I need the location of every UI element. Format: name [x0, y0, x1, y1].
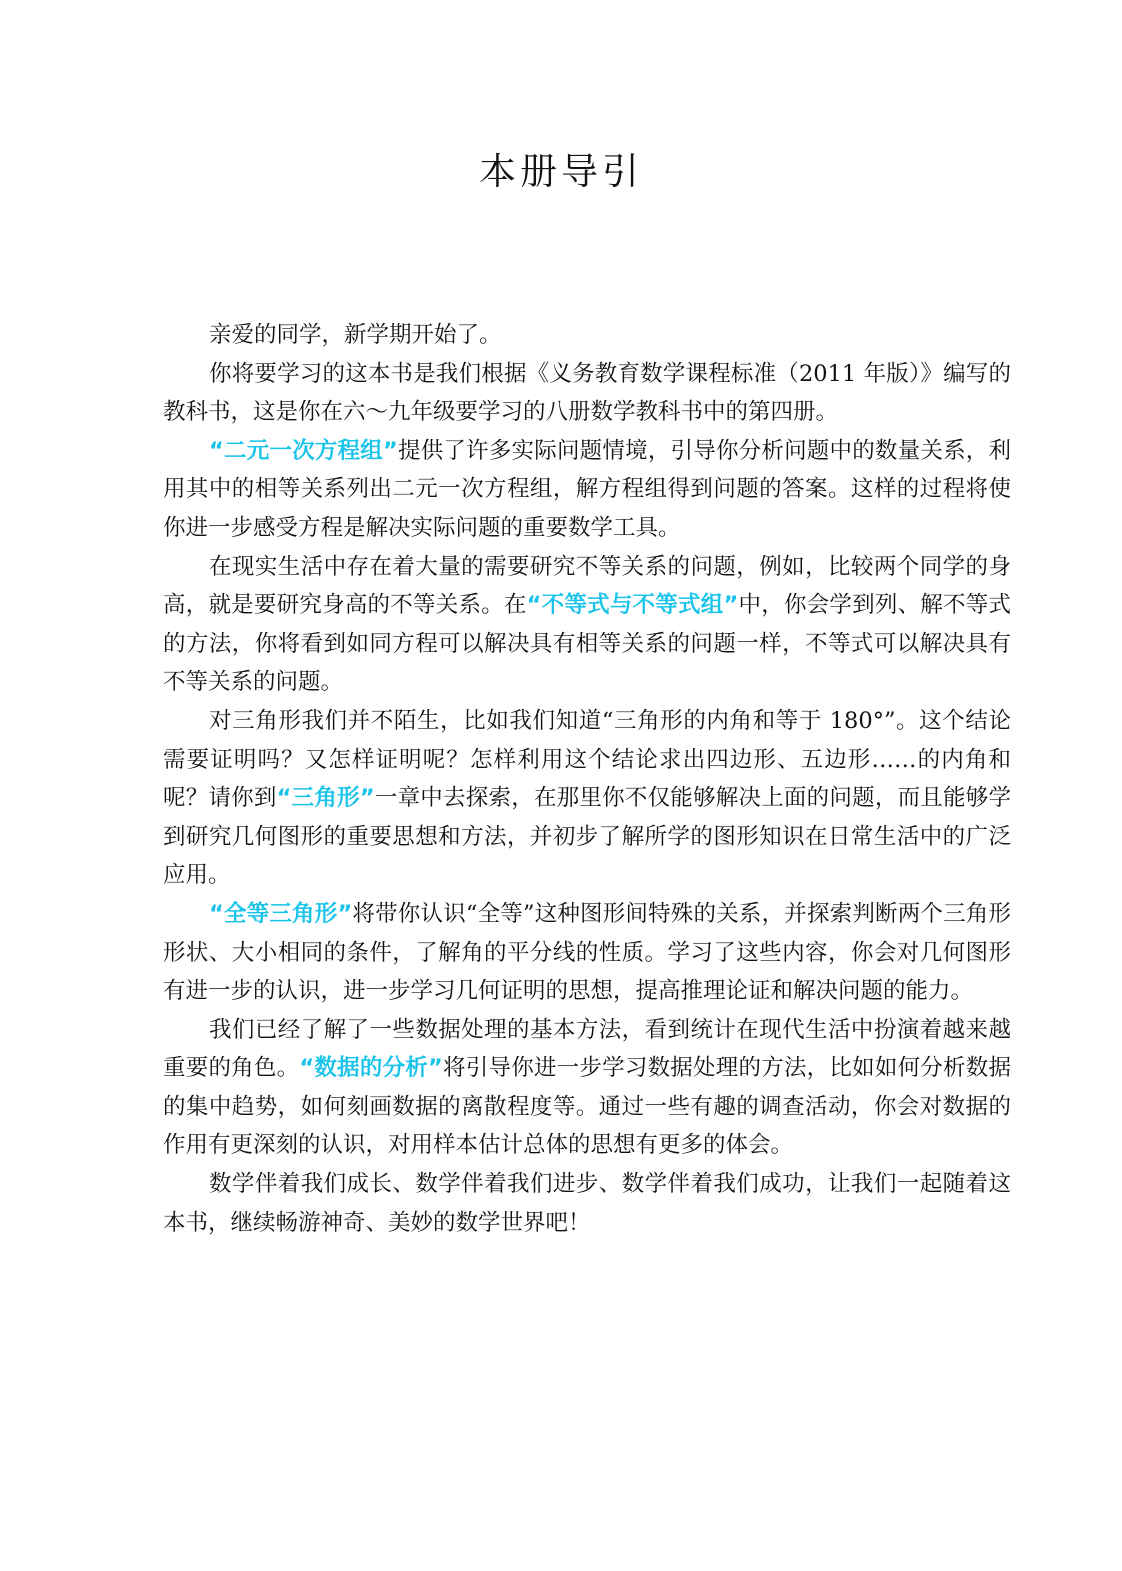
paragraph-text: 中，你会学到列、解不等式的方法，你将看到如同方程可以解决具有相等关系的问题一样，不等式可以解决具有不等关系的问题。	[163, 592, 1011, 696]
paragraph-text: 将带你认识“全等”这种图形间特殊的关系，并探索判断两个三角形形状、大小相同的条件，了解角的平分线的性质。学习了这些内容，你会对几何图形有进一步的认识，进一步学习几何证明的思想，提高推理论证和解决问题的能力。	[163, 900, 1011, 1005]
chapter-highlight-data-analysis: “数据的分析”	[299, 1055, 443, 1082]
paragraph-text: 对三角形我们并不陌生，比如我们知道“三角形的内角和等于 180°”。这个结论需要证明吗？又怎样证明呢？怎样利用这个结论求出四边形、五边形……的内角和呢？请你到	[163, 707, 1011, 812]
paragraph-data-analysis	[163, 1011, 1011, 1165]
page-title: 本册导引	[479, 150, 643, 193]
paragraph-closing	[163, 1165, 1011, 1242]
paragraph-inequalities	[163, 548, 1011, 702]
paragraph-triangles	[163, 702, 1011, 895]
paragraph-greeting	[163, 316, 1011, 355]
paragraph-text: 我们已经了解了一些数据处理的基本方法，看到统计在现代生活中扮演着越来越重要的角色。	[163, 1016, 1011, 1082]
chapter-highlight-congruent-triangles: “全等三角形”	[209, 900, 353, 927]
chapter-highlight-linear-equations: “二元一次方程组”	[209, 437, 398, 464]
paragraph-text: 在现实生活中存在着大量的需要研究不等关系的问题，例如，比较两个同学的身高，就是要研究身高的不等关系。在	[163, 553, 1011, 619]
paragraph-text: 亲爱的同学，新学期开始了。	[209, 322, 502, 348]
body-text	[163, 316, 1011, 1242]
chapter-highlight-triangles: “三角形”	[276, 785, 375, 812]
paragraph-text: 将引导你进一步学习数据处理的方法，比如如何分析数据的集中趋势，如何刻画数据的离散程度等。通过一些有趣的调查活动，你会对数据的作用有更深刻的认识，对用样本估计总体的思想有更多的体会。	[163, 1055, 1011, 1159]
paragraph-text: 一章中去探索，在那里你不仅能够解决上面的问题，而且能够学到研究几何图形的重要思想和方法，并初步了解所学的图形知识在日常生活中的广泛应用。	[163, 785, 1011, 889]
paragraph-text: 你将要学习的这本书是我们根据《义务教育数学课程标准（2011 年版）》编写的教科书，这是你在六～九年级要学习的八册数学教科书中的第四册。	[163, 360, 1011, 426]
paragraph-linear-equations	[163, 432, 1011, 548]
paragraph-congruent-triangles	[163, 895, 1011, 1011]
paragraph-intro	[163, 355, 1011, 432]
paragraph-text: 数学伴着我们成长、数学伴着我们进步、数学伴着我们成功，让我们一起随着这本书，继续畅游神奇、美妙的数学世界吧！	[163, 1171, 1011, 1236]
chapter-highlight-inequalities: “不等式与不等式组”	[526, 592, 739, 619]
paragraph-text: 提供了许多实际问题情境，引导你分析问题中的数量关系，利用其中的相等关系列出二元一次方程组，解方程组得到问题的答案。这样的过程将使你进一步感受方程是解决实际问题的重要数学工具。	[163, 437, 1011, 541]
